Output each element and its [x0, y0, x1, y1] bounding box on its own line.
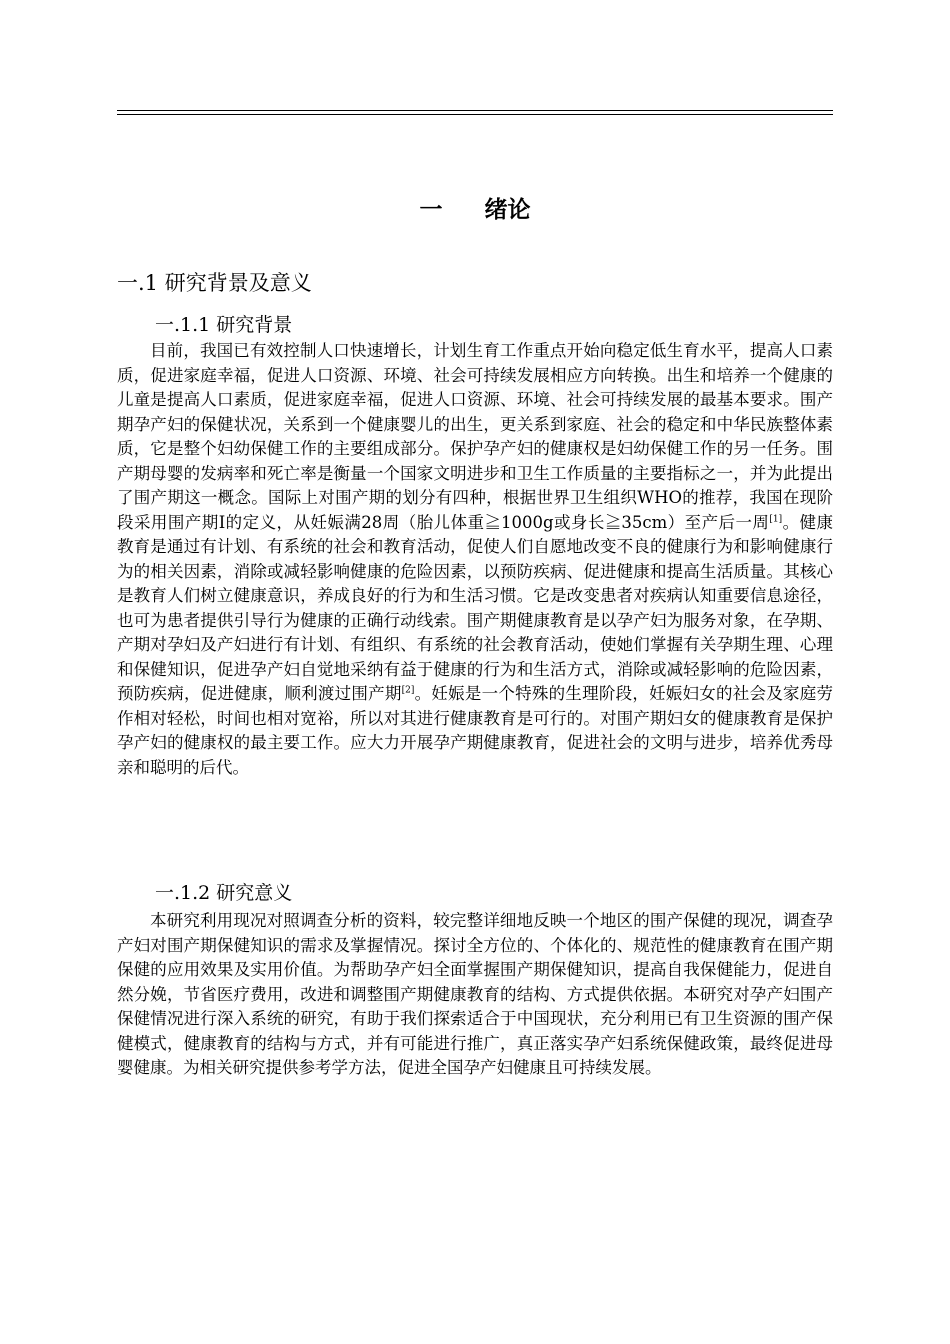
header-rule-bottom — [117, 114, 833, 115]
chapter-title-text: 绪论 — [484, 196, 531, 223]
subsection-heading-background: 一.1.1 研究背景 — [155, 314, 293, 336]
citation-2: [2] — [401, 685, 415, 696]
chapter-title — [0, 194, 950, 226]
header-rule-top — [117, 110, 833, 111]
subsection-heading-significance: 一.1.2 研究意义 — [155, 882, 293, 904]
section-heading: 一.1 研究背景及意义 — [117, 271, 312, 295]
background-text-part-1: 目前，我国已有效控制人口快速增长，计划生育工作重点开始向稳定低生育水平，提高人口素质，促进家庭幸福，促进人口资源、环境、社会可持续发展相应方向转换。出生和培养一个健康的儿童是提高人口素质，促进家庭幸福，促进人口资源、环境、社会可持续发展的最基本要求。围产期孕产妇的保健状况，关系到一个健康婴儿的出生，更关系到家庭、社会的稳定和中华民族整体素质，它是整个妇幼保健工作的主要组成部分。保护孕产妇的健康权是妇幼保健工作的另一任务。围产期母婴的发病率和死亡率是衡量一个国家文明进步和卫生工作质量的主要指标之一，并为此提出了围产期这一概念。国际上对围产期的划分有四种，根据世界卫生组织WHO的推荐，我国在现阶段采用围产期I的定义，从妊娠满28周（胎儿体重≧1000g或身长≧35cm）至产后一周 — [117, 341, 833, 532]
background-text-part-3: 。妊娠是一个特殊的生理阶段，妊娠妇女的社会及家庭劳作相对轻松，时间也相对宽裕，所以对其进行健康教育是可行的。对围产期妇女的健康教育是保护孕产妇的健康权的最主要工作。应大力开展孕产期健康教育，促进社会的文明与进步，培养优秀母亲和聪明的后代。 — [117, 684, 834, 777]
background-text-part-2: 。健康教育是通过有计划、有系统的社会和教育活动，促使人们自愿地改变不良的健康行为和影响健康行为的相关因素，消除或减轻影响健康的危险因素，以预防疾病、促进健康和提高生活质量。其核心是教育人们树立健康意识，养成良好的行为和生活习惯。它是改变患者对疾病认知重要信息途径，也可为患者提供引导行为健康的正确行动线索。围产期健康教育是以孕产妇为服务对象，在孕期、产期对孕妇及产妇进行有计划、有组织、有系统的社会教育活动，使她们掌握有关孕期生理、心理和保健知识，促进孕产妇自觉地采纳有益于健康的行为和生活方式，消除或减轻影响的危险因素，预防疾病，促进健康，顺利渡过围产期 — [117, 512, 833, 703]
significance-paragraph: 本研究利用现况对照调查分析的资料，较完整详细地反映一个地区的围产保健的现况，调查孕产妇对围产期保健知识的需求及掌握情况。探讨全方位的、个体化的、规范性的健康教育在围产期保健的应用效果及实用价值。为帮助孕产妇全面掌握围产期保健知识，提高自我保健能力，促进自然分娩，节省医疗费用，改进和调整围产期健康教育的结构、方式提供依据。本研究对孕产妇围产保健情况进行深入系统的研究，有助于我们探索适合于中国现状，充分利用已有卫生资源的围产保健模式，健康教育的结构与方式，并有可能进行推广，真正落实孕产妇系统保健政策，最终促进母婴健康。为相关研究提供参考学方法，促进全国孕产妇健康且可持续发展。 — [117, 911, 833, 1077]
chapter-number: 一 — [419, 196, 443, 223]
citation-1: [1] — [769, 514, 783, 524]
background-paragraph — [117, 339, 833, 780]
